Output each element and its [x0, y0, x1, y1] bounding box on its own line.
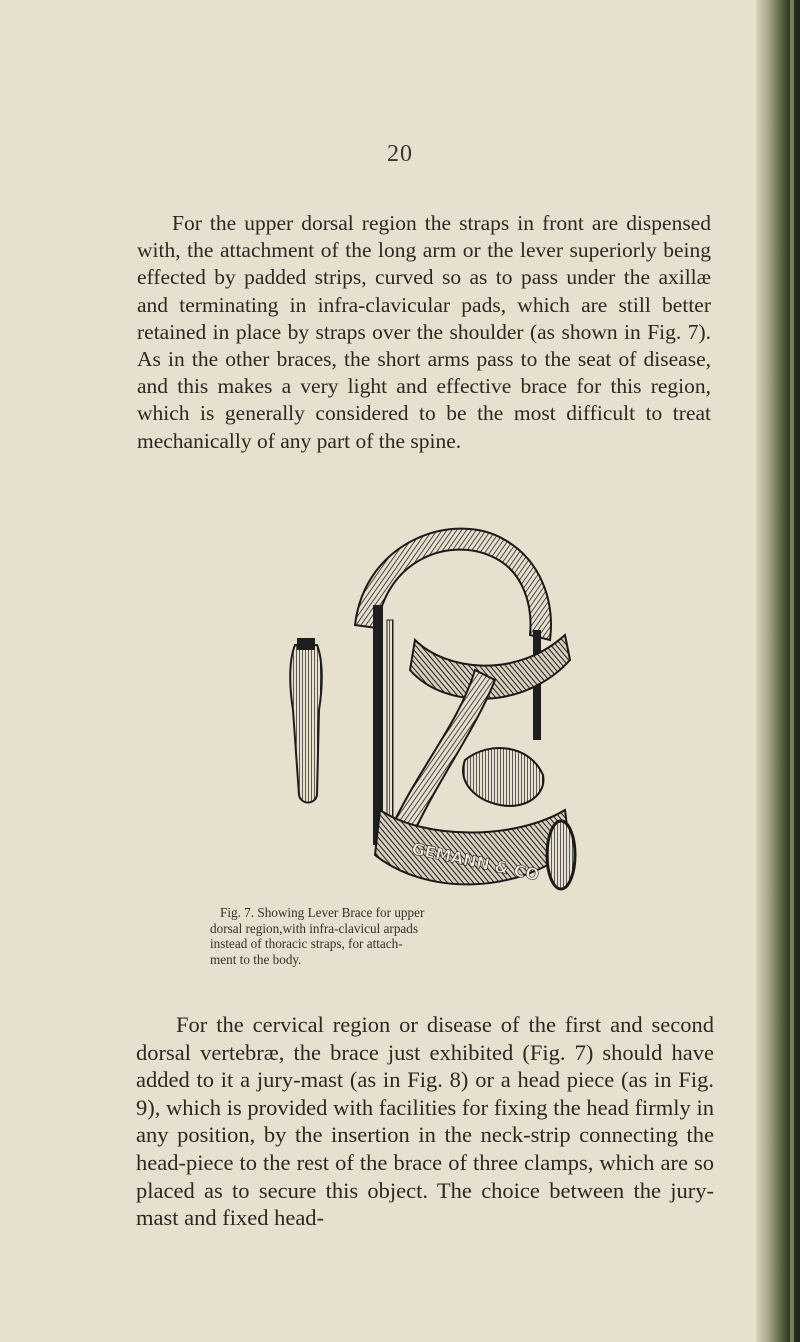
paragraph-cervical: For the cervical region or disease of the first and second dorsal vertebræ, the brace just exhibited (Fig. 7) should have added to it a jury-mast (as in Fig. 8) or a head piece (as in Fig. 9), which is provided with facilities for fixing the head firmly in any position, by the insertion in the neck-strip connecting the head-piece to the rest of the brace of three clamps, which are so placed as to secure this object. The choice between the jury-mast and fixed head- — [136, 1012, 714, 1231]
paragraph-upper-dorsal: For the upper dorsal region the straps in front are dispensed with, the attachment of the long arm or the lever superiorly being effected by padded strips, curved so as to pass under the axillæ and terminating in infra-clavicular pads, which are still better retained in place by straps over the shoulder (as shown in Fig. 7). As in the other braces, the short arms pass to the seat of disease, and this makes a very light and effective brace for this region, which is generally considered to be the most difficult to treat mechanically of any part of the spine. — [137, 211, 711, 453]
lever-brace-illustration — [275, 510, 595, 900]
caption-line-1: Fig. 7. Showing Lever Brace for upper — [220, 905, 425, 920]
caption-line-3: instead of thoracic straps, for attach- — [210, 936, 403, 952]
caption-line-4: ment to the body. — [210, 952, 302, 968]
engraved-label: GEMANN & CO — [410, 839, 541, 885]
page-number: 20 — [387, 141, 413, 167]
curved-padded-strip — [395, 635, 570, 830]
book-edge-highlight — [790, 0, 794, 1342]
shoulder-strap — [355, 529, 551, 640]
figure-caption — [210, 905, 590, 968]
pad-piece — [290, 638, 322, 803]
caption-line-2: dorsal region,with infra-clavicul arpads — [210, 920, 418, 936]
